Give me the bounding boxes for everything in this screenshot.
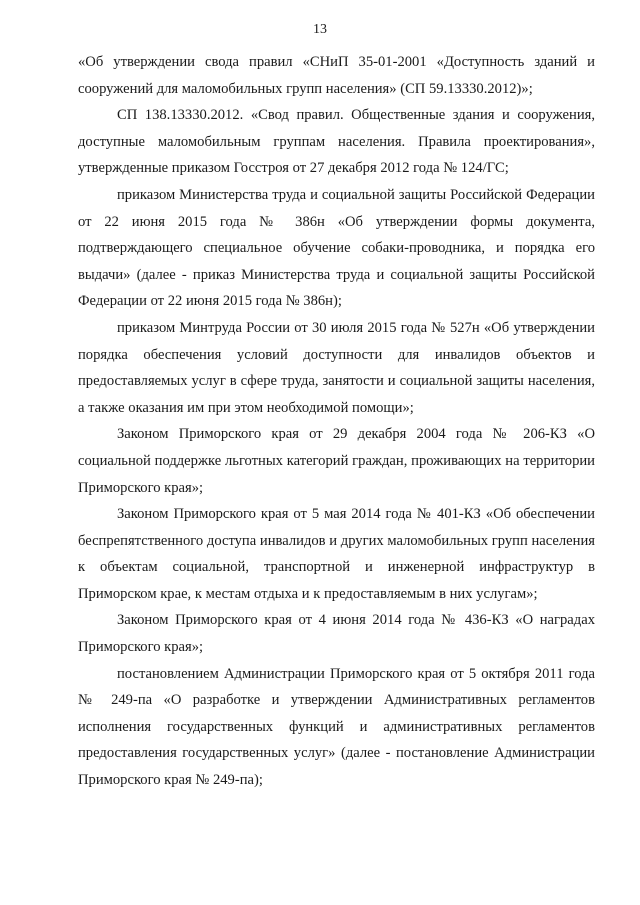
document-body [78,49,595,794]
paragraph-law-401-kz: Законом Приморского края от 5 мая 2014 года № 401-КЗ «Об обеспечении беспрепятственного доступа инвалидов и других маломобильных групп населения к объектам социальной, транспортной и инженерной инфраструктур в Приморском крае, к местам отдыха и к предоставляемым в них услугам»; [78,506,595,602]
paragraph-law-206-kz: Законом Приморского края от 29 декабря 2004 года № 206-КЗ «О социальной поддержке льготных категорий граждан, проживающих на территории Приморского края»; [78,426,595,496]
paragraph-order-386n: приказом Министерства труда и социальной защиты Российской Федерации от 22 июня 2015 года № 386н «Об утверждении формы документа, подтверждающего специальное обучение собаки-проводника, и порядка его выдачи» (далее - приказ Министерства труда и социальной защиты Российской Федерации от 22 июня 2015 года № 386н); [78,186,595,310]
paragraph-order-527n: приказом Минтруда России от 30 июля 2015 года № 527н «Об утверждении порядка обеспечения условий доступности для инвалидов объектов и предоставляемых услуг в сфере труда, занятости и социальной защиты населения, а также оказания им при этом необходимой помощи»; [78,319,595,416]
page-number: 13 [313,22,327,37]
paragraph-sp-59: «Об утверждении свода правил «СНиП 35-01-2001 «Доступность зданий и сооружений для маломобильных групп населения» (СП 59.13330.2012)»; [78,54,595,97]
paragraph-resolution-249-pa: постановлением Администрации Приморского края от 5 октября 2011 года № 249-па «О разработке и утверждении Административных регламентов исполнения государственных функций и административных регламентов предоставления государственных услуг» (далее - постановление Администрации Приморского края № 249-па); [78,665,595,789]
paragraph-law-436-kz: Законом Приморского края от 4 июня 2014 года № 436-КЗ «О наградах Приморского края»; [78,612,595,656]
paragraph-sp-138: СП 138.13330.2012. «Свод правил. Общественные здания и сооружения, доступные маломобильным группам населения. Правила проектирования», утвержденные приказом Госстроя от 27 декабря 2012 года № 124/ГС; [78,107,595,177]
